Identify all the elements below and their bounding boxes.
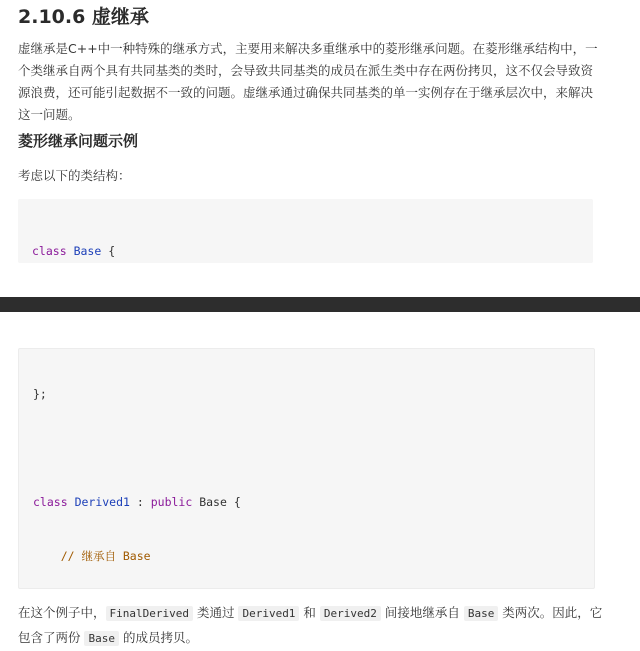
intro-paragraph: 虚继承是C++中一种特殊的继承方式，主要用来解决多重继承中的菱形继承问题。在菱形继承结构中，一个类继承自两个具有共同基类的类时，会导致共同基类的成员在派生类中存在两份拷贝，这不仅会导致资源浪费，还可能引起数据不一致的问题。虚继承通过确保共同基类的单一实例存在于继承层次中，来解决这一问题。	[18, 41, 598, 122]
intro-text: 考虑以下的类结构：	[18, 168, 131, 183]
inline-code: Derived2	[320, 606, 381, 621]
code-line	[32, 242, 593, 260]
code-text: {	[101, 244, 116, 258]
keyword: class	[33, 495, 68, 509]
code-content	[18, 199, 593, 263]
text: 的成员拷贝。	[118, 630, 198, 645]
code-line	[33, 493, 594, 511]
class-name: Base	[73, 244, 102, 258]
class-name: Derived1	[74, 495, 130, 509]
text: 间接地继承自	[380, 605, 464, 620]
inline-code: Base	[84, 631, 119, 646]
page-upper-section	[0, 0, 640, 264]
subheading: 菱形继承问题示例	[18, 132, 139, 150]
inline-code: FinalDerived	[106, 606, 193, 621]
inline-code: Derived1	[238, 606, 299, 621]
explanation-paragraph	[18, 601, 608, 651]
section-title: 2.10.6 虚继承	[18, 6, 149, 28]
code-block-bottom[interactable]	[18, 348, 595, 589]
code-text: :	[129, 495, 151, 509]
code-comment: // 继承自 Base	[33, 549, 151, 563]
inline-code: Base	[464, 606, 499, 621]
text: 类两次。因此，它包含了两份	[18, 605, 603, 645]
code-line	[33, 547, 594, 565]
keyword: class	[32, 244, 67, 258]
page-divider-bar	[0, 297, 640, 312]
text: 在这个例子中，	[18, 605, 106, 620]
code-text: };	[33, 387, 47, 401]
text: 和	[299, 605, 320, 620]
code-text: Base {	[192, 495, 241, 509]
keyword: public	[150, 495, 193, 509]
code-content	[19, 349, 594, 589]
code-line	[33, 385, 594, 403]
code-line-empty	[33, 439, 594, 457]
text: 类通过	[193, 605, 239, 620]
code-block-top[interactable]	[18, 199, 593, 263]
